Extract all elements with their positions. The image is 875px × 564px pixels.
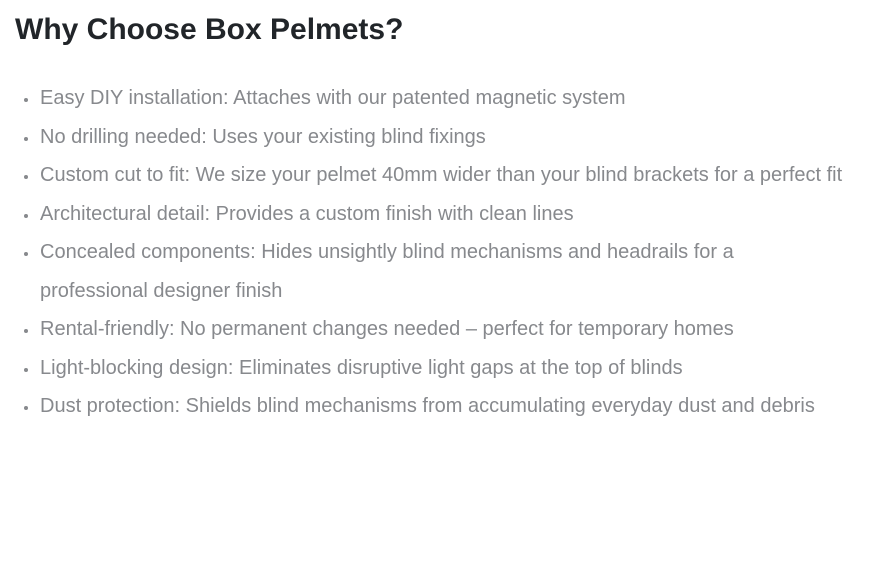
list-item: • No drilling needed: Uses your existing blind fixings [39,118,845,157]
benefits-list [15,79,845,426]
list-item: • Custom cut to fit: We size your pelmet 40mm wider than your blind brackets for a perfect fit [39,156,845,195]
list-item: • Rental-friendly: No permanent changes needed – perfect for temporary homes [39,310,845,349]
list-item: • Dust protection: Shields blind mechanisms from accumulating everyday dust and debris [39,387,845,426]
list-item: • Concealed components: Hides unsightly blind mechanisms and headrails for a professional designer finish [39,233,845,310]
list-item: • Easy DIY installation: Attaches with our patented magnetic system [39,79,845,118]
list-item: • Light-blocking design: Eliminates disruptive light gaps at the top of blinds [39,349,845,388]
list-item: • Architectural detail: Provides a custom finish with clean lines [39,195,845,234]
section-heading: Why Choose Box Pelmets? [15,13,404,46]
